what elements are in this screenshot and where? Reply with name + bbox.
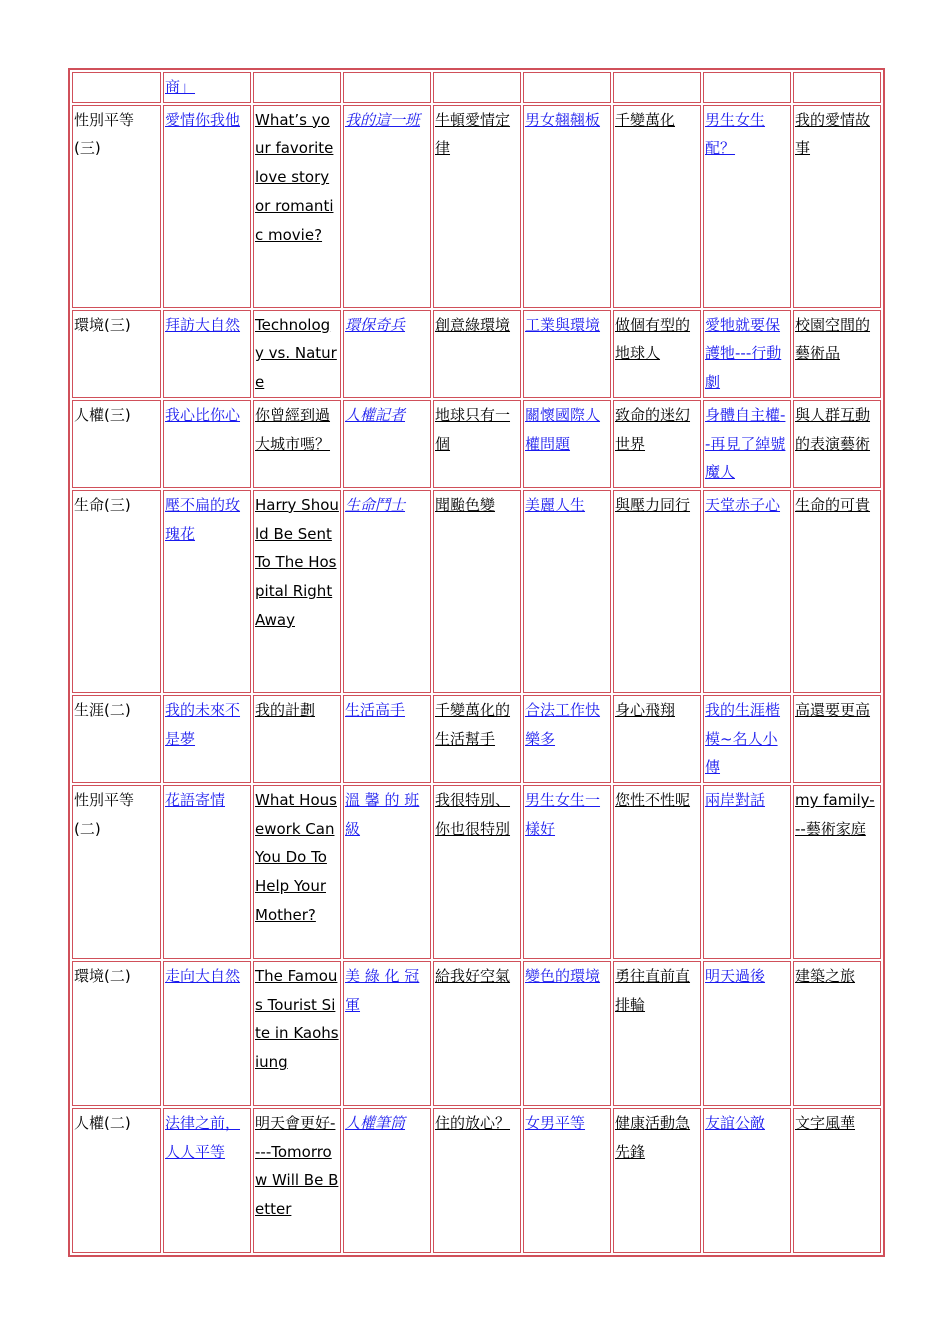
table-cell	[793, 72, 881, 103]
topic-text: 我的愛情故事	[795, 110, 871, 158]
topic-text: 牛頓愛情定律	[435, 110, 511, 158]
table-cell	[433, 105, 521, 308]
topic-link[interactable]: 花語寄情	[165, 791, 226, 810]
topic-link[interactable]: 壓不扁的玫瑰花	[165, 495, 241, 543]
table-cell	[163, 1108, 251, 1253]
topic-link[interactable]: 生命鬥士	[345, 495, 406, 514]
topic-text: 你曾經到過大城市嗎？	[255, 405, 331, 453]
table-cell	[343, 72, 431, 103]
row-category-cell	[72, 961, 161, 1106]
topic-link[interactable]: 美 綠 化 冠 軍	[345, 967, 420, 1014]
topic-text: 我的計劃	[255, 700, 316, 719]
topic-link[interactable]: 女男平等	[525, 1114, 586, 1133]
topic-text: 致命的迷幻世界	[615, 405, 691, 453]
table-cell	[793, 1108, 881, 1253]
table-cell	[433, 785, 521, 959]
table-row	[72, 1108, 881, 1253]
topic-text: 千變萬化的生活幫手	[435, 700, 511, 748]
table-cell	[613, 72, 701, 103]
table-cell	[523, 1108, 611, 1253]
table-cell	[343, 1108, 431, 1253]
topic-link[interactable]: 男女翹翹板	[525, 110, 601, 129]
topic-link[interactable]: 商」	[165, 78, 196, 96]
topic-link[interactable]: 男生女生配？	[705, 110, 766, 158]
table-cell	[253, 400, 341, 488]
table-row	[72, 400, 881, 488]
topic-link[interactable]: 天堂赤子心	[705, 495, 781, 514]
row-category-cell	[72, 785, 161, 959]
table-cell	[523, 695, 611, 783]
table-cell	[793, 105, 881, 308]
table-cell	[703, 72, 791, 103]
topic-text: What’s your favorite love story or romantic movie?	[255, 110, 334, 244]
table-cell	[523, 490, 611, 693]
table-cell	[433, 1108, 521, 1253]
topic-link[interactable]: 關懷國際人權問題	[525, 405, 601, 453]
table-cell	[163, 490, 251, 693]
topic-link[interactable]: 我的這一班	[345, 110, 421, 129]
category-label: 生涯(二)	[74, 700, 131, 719]
table-cell	[613, 400, 701, 488]
category-label: 人權(三)	[74, 405, 131, 424]
table-cell	[253, 961, 341, 1106]
table-body	[72, 72, 881, 1253]
topic-text: 住的放心？	[435, 1114, 511, 1133]
table-cell	[163, 72, 251, 103]
topic-link[interactable]: 人權記者	[345, 405, 406, 424]
table-row	[72, 105, 881, 308]
topic-text: 千變萬化	[615, 110, 676, 129]
table-cell	[613, 1108, 701, 1253]
table-cell	[703, 105, 791, 308]
row-category-cell	[72, 490, 161, 693]
table-cell	[613, 785, 701, 959]
table-cell	[793, 695, 881, 783]
table-cell	[253, 695, 341, 783]
table-cell	[703, 490, 791, 693]
category-label: 環境(二)	[74, 967, 131, 986]
table-row	[72, 490, 881, 693]
category-label: 生命(三)	[74, 495, 131, 514]
topic-text: 生命的可貴	[795, 495, 871, 514]
category-label: 人權(二)	[74, 1114, 131, 1133]
table-cell	[793, 490, 881, 693]
topic-link[interactable]: 身體自主權--再見了綽號魔人	[705, 405, 786, 482]
topic-text: 做個有型的地球人	[615, 315, 691, 363]
topic-text: 地球只有一個	[435, 405, 511, 453]
table-cell	[253, 1108, 341, 1253]
table-cell	[703, 400, 791, 488]
table-cell	[433, 310, 521, 398]
row-category-cell	[72, 310, 161, 398]
topic-text: 與人群互動的表演藝術	[795, 405, 871, 453]
topic-text: 身心飛翔	[615, 700, 676, 719]
topic-text: 與壓力同行	[615, 495, 691, 514]
table-cell	[343, 961, 431, 1106]
table-cell	[163, 400, 251, 488]
table-row	[72, 695, 881, 783]
topic-link[interactable]: 友誼公敵	[705, 1114, 766, 1133]
topic-text: 聞颱色變	[435, 495, 496, 514]
topic-link[interactable]: 走向大自然	[165, 967, 241, 986]
topic-link[interactable]: 我心比你心	[165, 405, 241, 424]
row-category-cell	[72, 105, 161, 308]
row-category-cell	[72, 72, 161, 103]
table-cell	[613, 695, 701, 783]
topic-text: my family---藝術家庭	[795, 791, 875, 838]
topic-text: What Housework Can You Do To Help Your Mother?	[255, 791, 337, 924]
table-row	[72, 961, 881, 1106]
table-cell	[523, 310, 611, 398]
topic-link[interactable]: 明天過後	[705, 967, 766, 986]
topic-text: Technology vs. Nature	[255, 315, 337, 392]
table-cell	[523, 72, 611, 103]
row-category-cell	[72, 695, 161, 783]
topic-text: 校園空間的藝術品	[795, 315, 871, 363]
topic-link[interactable]: 工業與環境	[525, 315, 601, 334]
topic-text: Harry Should Be Sent To The Hospital Right Away	[255, 495, 339, 629]
category-label: 性別平等(二)	[74, 791, 135, 838]
row-category-cell	[72, 1108, 161, 1253]
table-cell	[703, 310, 791, 398]
topic-text: 您性不性呢	[615, 791, 691, 810]
table-cell	[343, 105, 431, 308]
course-table	[68, 68, 885, 1257]
table-cell	[253, 105, 341, 308]
topic-link[interactable]: 美麗人生	[525, 495, 586, 514]
topic-link[interactable]: 溫 馨 的 班 級	[345, 791, 420, 838]
topic-text: 健康活動急先鋒	[615, 1114, 691, 1161]
table-cell	[253, 72, 341, 103]
topic-link[interactable]: 生活高手	[345, 700, 406, 719]
topic-link[interactable]: 我的未來不是夢	[165, 700, 241, 748]
table-cell	[703, 1108, 791, 1253]
topic-link[interactable]: 兩岸對話	[705, 791, 766, 810]
table-cell	[523, 400, 611, 488]
table-cell	[433, 695, 521, 783]
table-cell	[433, 961, 521, 1106]
table-row	[72, 72, 881, 103]
topic-link[interactable]: 合法工作快樂多	[525, 700, 601, 748]
table-cell	[163, 695, 251, 783]
topic-text: 高還要更高	[795, 700, 871, 719]
table-cell	[343, 490, 431, 693]
topic-text: The Famous Tourist Site in Kaohsiung	[255, 967, 339, 1072]
table-row	[72, 310, 881, 398]
row-category-cell	[72, 400, 161, 488]
table-cell	[793, 310, 881, 398]
table-cell	[163, 310, 251, 398]
topic-text: 給我好空氣	[435, 967, 511, 986]
topic-link[interactable]: 男生女生一樣好	[525, 791, 601, 838]
table-cell	[433, 400, 521, 488]
topic-link[interactable]: 變色的環境	[525, 967, 601, 986]
topic-link[interactable]: 拜訪大自然	[165, 315, 241, 334]
topic-text: 明天會更好----Tomorrow Will Be Better	[255, 1114, 339, 1219]
topic-link[interactable]: 法律之前，人人平等	[165, 1114, 241, 1161]
category-label: 性別平等(三)	[74, 110, 135, 158]
topic-text: 建築之旅	[795, 967, 856, 986]
topic-link[interactable]: 我的生涯楷模~名人小傳	[705, 700, 781, 777]
table-cell	[703, 695, 791, 783]
topic-link[interactable]: 人權筆筒	[345, 1114, 406, 1133]
category-label: 環境(三)	[74, 315, 131, 334]
topic-text: 勇往直前直排輪	[615, 967, 691, 1014]
topic-link[interactable]: 愛情你我他	[165, 110, 241, 129]
table-cell	[253, 310, 341, 398]
table-cell	[793, 785, 881, 959]
table-cell	[703, 785, 791, 959]
table-cell	[703, 961, 791, 1106]
table-cell	[793, 961, 881, 1106]
table-cell	[163, 105, 251, 308]
table-cell	[613, 105, 701, 308]
table-cell	[253, 490, 341, 693]
table-cell	[613, 310, 701, 398]
table-cell	[343, 785, 431, 959]
table-cell	[343, 400, 431, 488]
table-cell	[523, 785, 611, 959]
table-cell	[163, 785, 251, 959]
table-cell	[343, 310, 431, 398]
table-cell	[613, 961, 701, 1106]
table-cell	[523, 105, 611, 308]
table-row	[72, 785, 881, 959]
table-cell	[433, 72, 521, 103]
topic-link[interactable]: 愛牠就要保護牠---行動劇	[705, 315, 782, 392]
table-cell	[793, 400, 881, 488]
table-cell	[433, 490, 521, 693]
table-cell	[163, 961, 251, 1106]
topic-text: 創意綠環境	[435, 315, 511, 334]
table-cell	[253, 785, 341, 959]
table-cell	[523, 961, 611, 1106]
topic-text: 文字風華	[795, 1114, 856, 1133]
table-cell	[613, 490, 701, 693]
table-cell	[343, 695, 431, 783]
topic-text: 我很特別、你也很特別	[435, 791, 511, 838]
topic-link[interactable]: 環保奇兵	[345, 315, 406, 334]
